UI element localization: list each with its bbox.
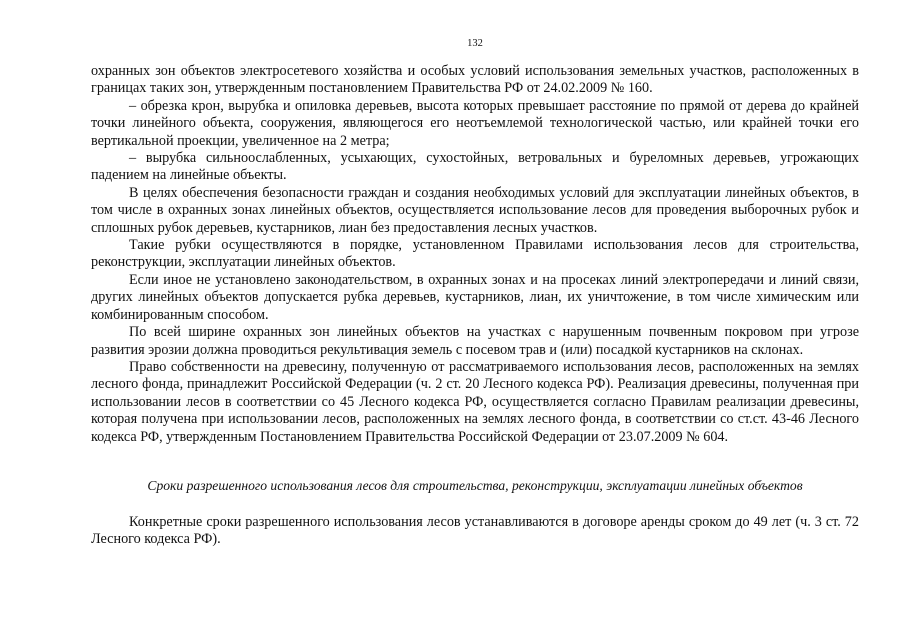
body-text <box>91 63 859 446</box>
paragraph-list-item-felling: – вырубка сильноослабленных, усыхающих, сухостойных, ветровальных и буреломных деревьев, угрожающих падением на линейные объекты. <box>91 150 859 184</box>
document-page <box>91 0 859 640</box>
paragraph-felling-rules: Такие рубки осуществляются в порядке, установленном Правилами использования лесов для строительства, реконструкции, эксплуатации линейных объектов. <box>91 237 859 271</box>
paragraph-recultivation: По всей ширине охранных зон линейных объектов на участках с нарушенным почвенным покровом при угрозе развития эрозии должна проводиться рекультивация земель с посевом трав и (или) посадкой кустарников на склонах. <box>91 324 859 358</box>
paragraph-protection-zones: Если иное не установлено законодательством, в охранных зонах и на просеках линий электропередачи и линий связи, других линейных объектов допускается рубка деревьев, кустарников, лиан, их уничтожение, в том числе химическим или комбинированным способом. <box>91 271 859 323</box>
paragraph-safety: В целях обеспечения безопасности граждан и создания необходимых условий для эксплуатации линейных объектов, в том числе в охранных зонах линейных объектов, осуществляется использование лесов для проведения выборочных рубок и сплошных рубок деревьев, кустарников, лиан без предоставления лесных участков. <box>91 184 859 236</box>
paragraph-lease-terms: Конкретные сроки разрешенного использования лесов устанавливаются в договоре аренды сроком до 49 лет (ч. 3 ст. 72 Лесного кодекса РФ). <box>91 514 859 548</box>
page-number: 132 <box>467 38 483 49</box>
paragraph-list-item-pruning: – обрезка крон, вырубка и опиловка деревьев, высота которых превышает расстояние по прямой от дерева до крайней точки линейного объекта, сооружения, являющегося его неотъемлемой технологической частью, или крайней точки его вертикальной проекции, увеличенное на 2 метра; <box>91 97 859 149</box>
section-body <box>91 514 859 549</box>
paragraph-timber-ownership: Право собственности на древесину, полученную от рассматриваемого использования лесов, расположенных на землях лесного фонда, принадлежит Российской Федерации (ч. 2 ст. 20 Лесного кодекса РФ). Реализация древесины, полученная при использовании лесов в соответствии со 45 Лесного кодекса РФ, осуществляется согласно Правилам реализации древесины, которая получена при использовании лесов, расположенных на землях лесного фонда, в соответствии со ст.ст. 43-46 Лесного кодекса РФ, утвержденным Постановлением Правительства Российской Федерации от 23.07.2009 № 604. <box>91 358 859 445</box>
section-heading: Сроки разрешенного использования лесов для строительства, реконструкции, эксплуатации линейных объектов <box>147 478 803 493</box>
paragraph-continuation: охранных зон объектов электросетевого хозяйства и особых условий использования земельных участков, расположенных в границах таких зон, утвержденным постановлением Правительства РФ от 24.02.2009 № 160. <box>91 63 859 97</box>
